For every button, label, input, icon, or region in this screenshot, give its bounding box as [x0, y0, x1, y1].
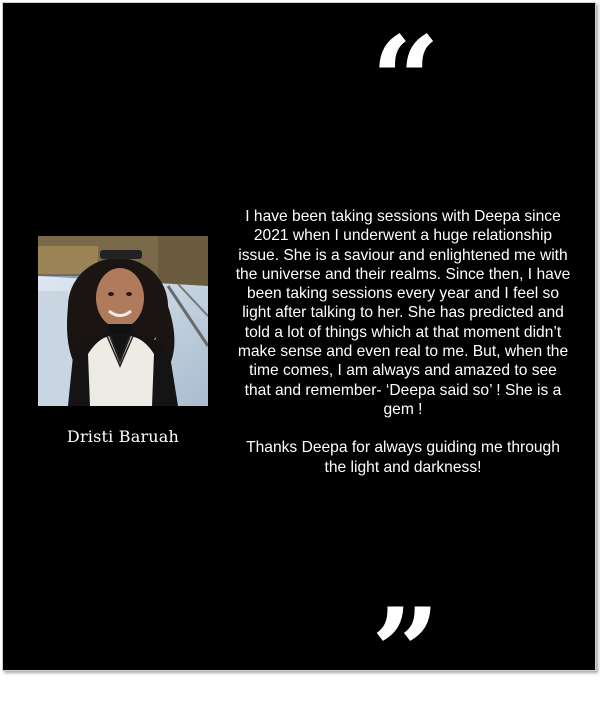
paragraph-spacer: [235, 419, 571, 438]
person-photo: [38, 236, 208, 406]
open-quote-icon: “: [371, 10, 441, 151]
person-name: Dristi Baruah: [66, 427, 180, 446]
close-quote-icon: ”: [371, 582, 441, 723]
testimonial-text: [235, 207, 571, 477]
testimonial-paragraph: I have been taking sessions with Deepa since 2021 when I underwent a huge relationship issue. She is a saviour and enlightened me with the universe and their realms. Since then, I have been taking sessions every year and I feel so light after talking to her. She has predicted and told a lot of things which at that moment didn’t make sense and even real to me. But, when the time comes, I am always and amazed to see that and remember- ‘Deepa said so’ ! She is a gem !: [235, 208, 571, 418]
testimonial-paragraph: Thanks Deepa for always guiding me through the light and darkness!: [246, 439, 560, 476]
testimonial-card: [2, 2, 596, 723]
